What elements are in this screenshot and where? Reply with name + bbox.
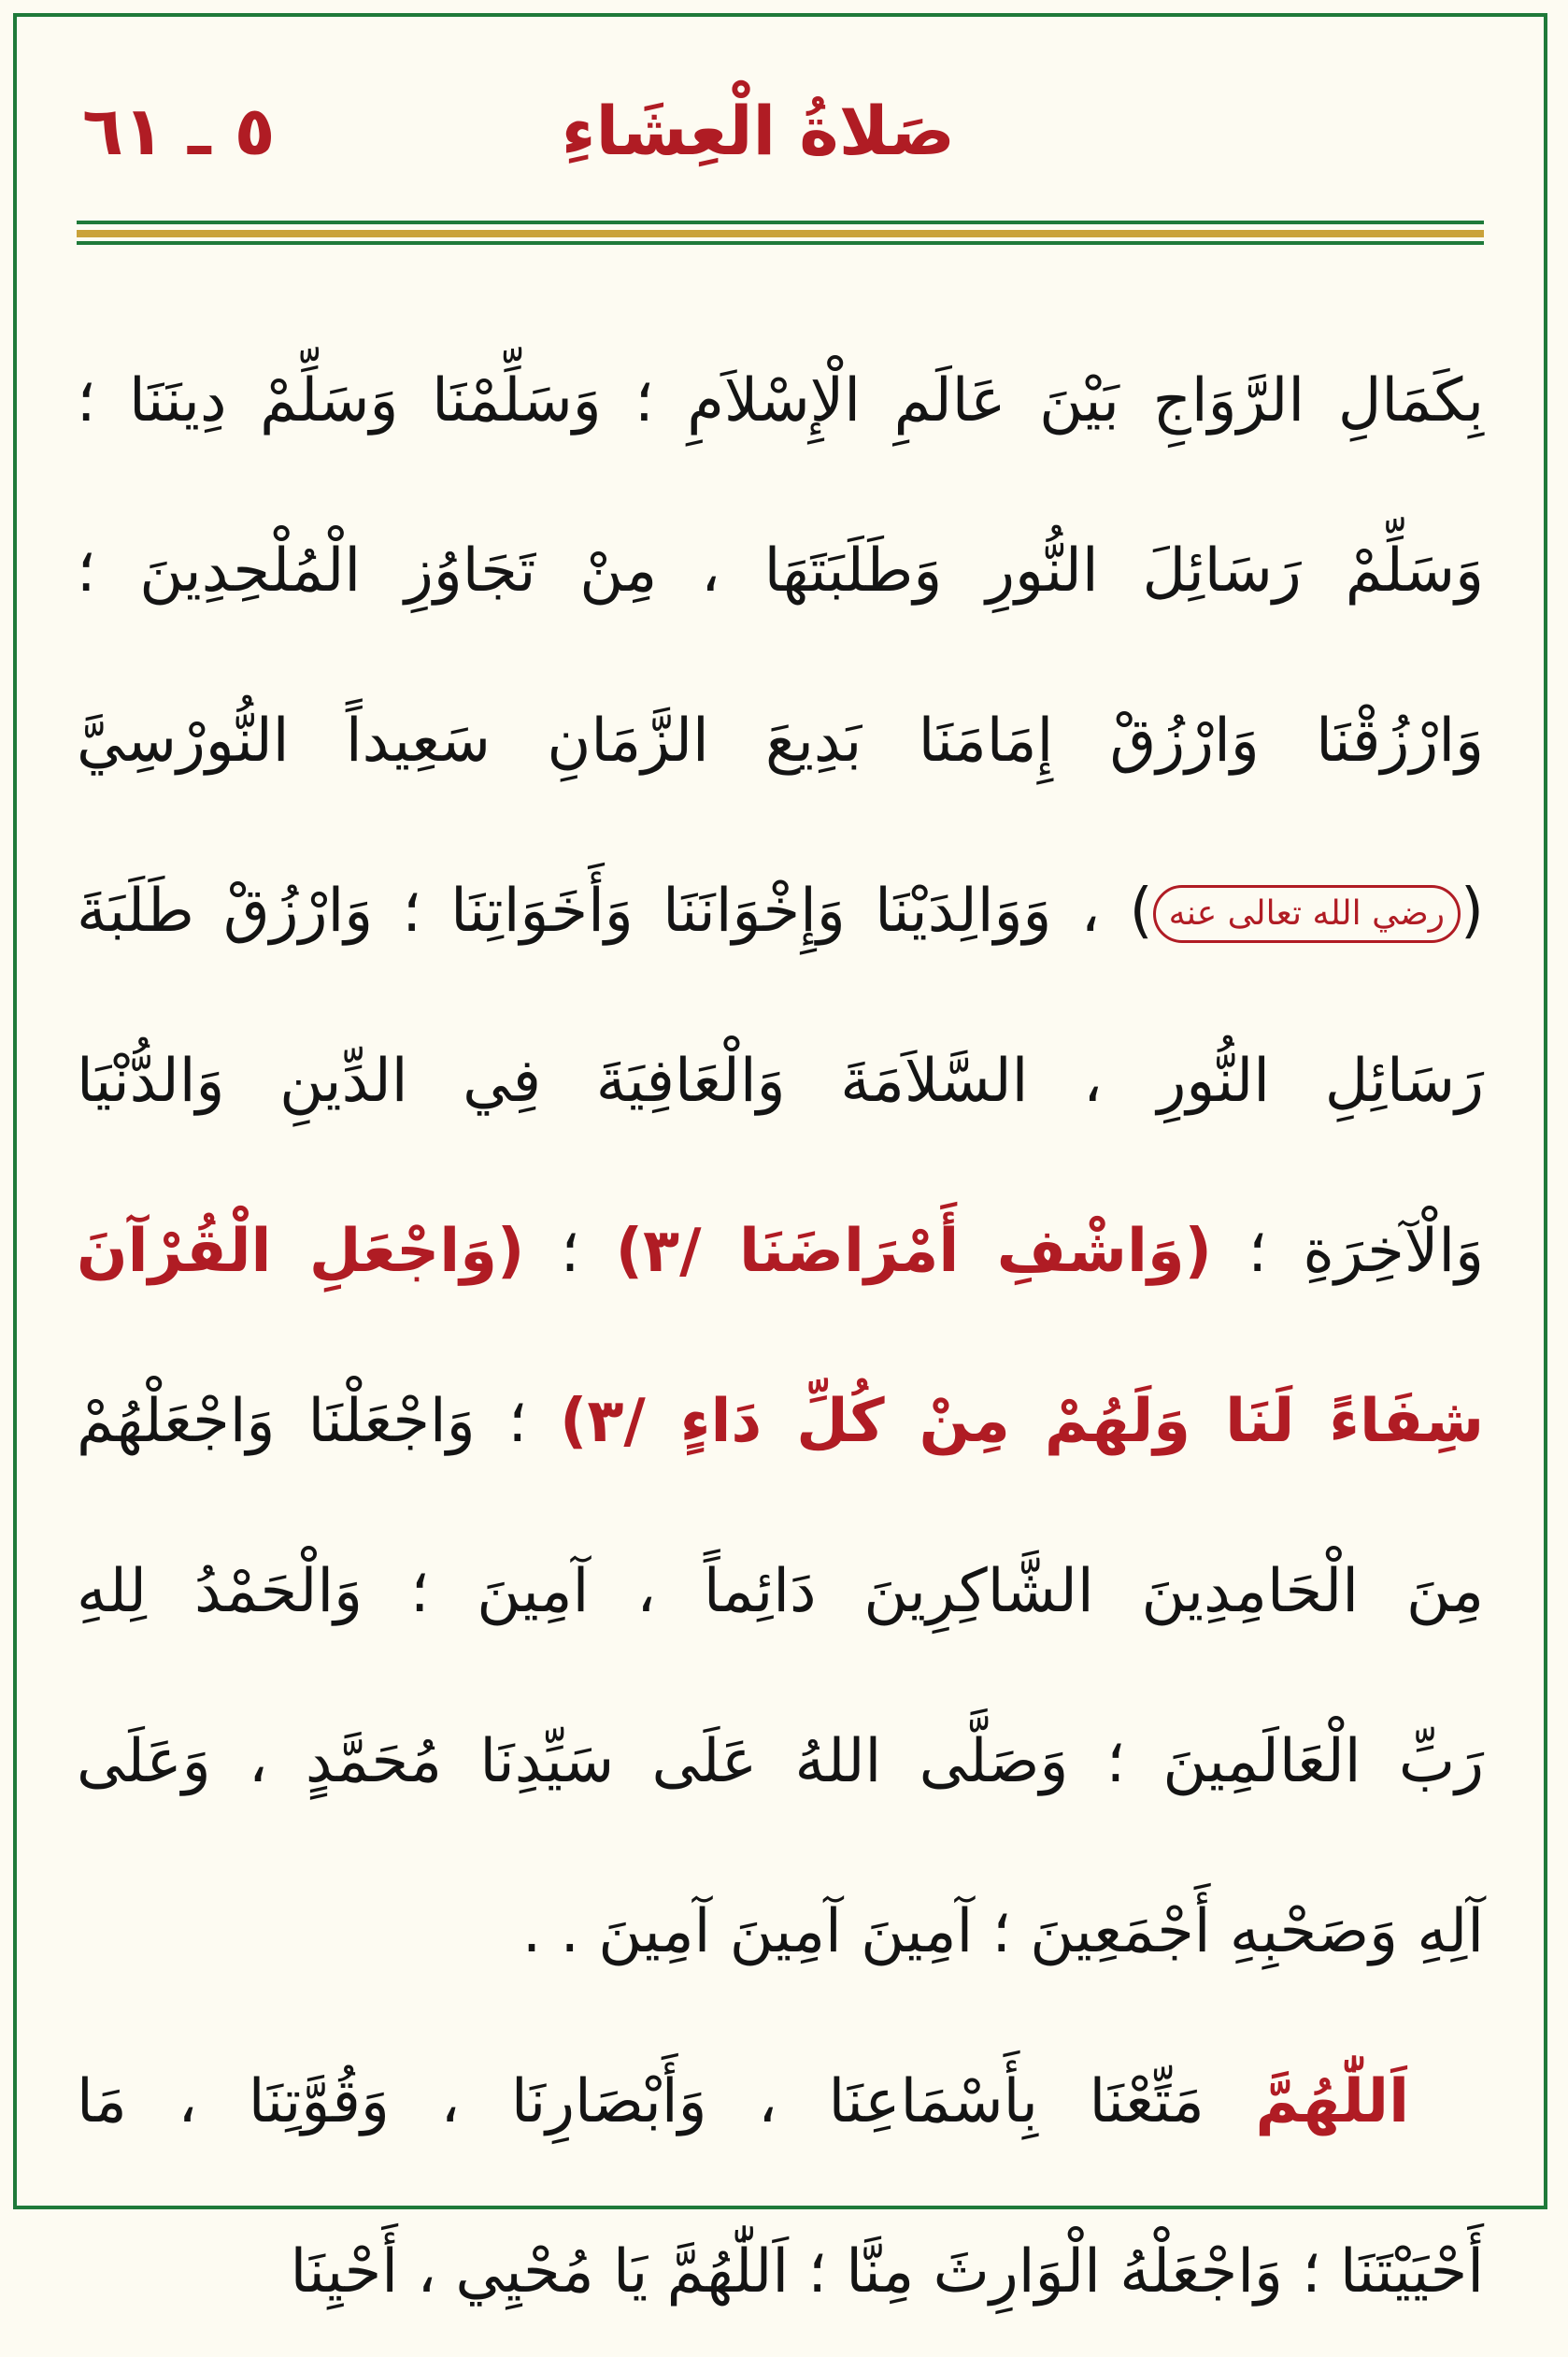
- text-line: [77, 996, 1484, 1166]
- text-line: [77, 2017, 1484, 2187]
- text-segment: ؛: [524, 1217, 616, 1286]
- text-line: [77, 316, 1484, 486]
- page-number: ٥ ـ ٦١: [82, 92, 276, 170]
- highlighted-phrase: اَللّٰهُمَّ: [1255, 2067, 1409, 2136]
- text-segment: وَالْآخِرَةِ ؛: [1211, 1217, 1485, 1286]
- text-line: [77, 826, 1484, 996]
- highlighted-phrase: شِفَاءً لَنَا وَلَهُمْ مِنْ كُلِّ دَاءٍ /٣): [560, 1387, 1484, 1456]
- highlighted-phrase: (وَاجْعَلِ الْقُرْآنَ: [77, 1217, 525, 1286]
- text-line: [77, 2187, 1484, 2357]
- header-divider-top: [77, 221, 1484, 224]
- text-segment: ؛ وَاجْعَلْنَا وَاجْعَلْهُمْ: [77, 1387, 561, 1456]
- page-frame: [13, 13, 1547, 2307]
- header-divider-bottom: [77, 241, 1484, 245]
- section-title: صَلاةُ الْعِشَاءِ: [561, 92, 955, 170]
- text-segment: مِنَ الْحَامِدِينَ الشَّاكِرِينَ دَائِماً ، آمِينَ ؛ وَالْحَمْدُ لِلهِ: [77, 1557, 1484, 1626]
- text-line: [77, 486, 1484, 656]
- page-header: [73, 82, 1488, 204]
- honorific-glyph: رضي الله تعالى عنه: [1153, 885, 1461, 943]
- text-segment: أَحْيَيْتَنَا ؛ وَاجْعَلْهُ الْوَارِثَ مِنَّا ؛ اَللّٰهُمَّ يَا مُحْيِي ، أَحْيِنَا: [290, 2237, 1484, 2307]
- highlighted-phrase: (وَاشْفِ أَمْرَاضَنَا /٣): [615, 1217, 1212, 1286]
- text-line: [77, 1847, 1484, 2017]
- text-segment: مَتِّعْنَا بِأَسْمَاعِنَا ، وَأَبْصَارِنَا ، وَقُوَّتِنَا ، مَا: [77, 2067, 1256, 2136]
- text-segment: وَارْزُقْنَا وَارْزُقْ إِمَامَنَا بَدِيعَ الزَّمَانِ سَعِيداً النُّورْسِيَّ: [77, 707, 1484, 776]
- header-divider-middle: [77, 230, 1484, 237]
- text-segment: رَسَائِلِ النُّورِ ، السَّلاَمَةَ وَالْعَافِيَةَ فِي الدِّينِ وَالدُّنْيَا: [77, 1047, 1484, 1116]
- text-segment: آلِهِ وَصَحْبِهِ أَجْمَعِينَ ؛ آمِينَ آمِينَ آمِينَ . .: [521, 1897, 1484, 1966]
- text-line: [77, 1166, 1484, 1336]
- text-segment: (: [1461, 877, 1484, 946]
- text-segment: بِكَمَالِ الرَّوَاجِ بَيْنَ عَالَمِ الْإِسْلاَمِ ؛ وَسَلِّمْنَا وَسَلِّمْ دِينَنَا ؛: [77, 366, 1484, 436]
- text-segment: رَبِّ الْعَالَمِينَ ؛ وَصَلَّى اللهُ عَلَى سَيِّدِنَا مُحَمَّدٍ ، وَعَلَى: [77, 1727, 1484, 1796]
- text-segment: ) ، وَوَالِدَيْنَا وَإِخْوَانَنَا وَأَخَوَاتِنَا ؛ وَارْزُقْ طَلَبَةَ: [77, 877, 1153, 946]
- text-line: [77, 656, 1484, 826]
- text-line: [77, 1336, 1484, 1507]
- text-line: [77, 1507, 1484, 1677]
- text-line: [77, 1677, 1484, 1847]
- text-segment: وَسَلِّمْ رَسَائِلَ النُّورِ وَطَلَبَتَهَا ، مِنْ تَجَاوُزِ الْمُلْحِدِينَ ؛: [77, 536, 1484, 606]
- prayer-text: [77, 316, 1484, 2357]
